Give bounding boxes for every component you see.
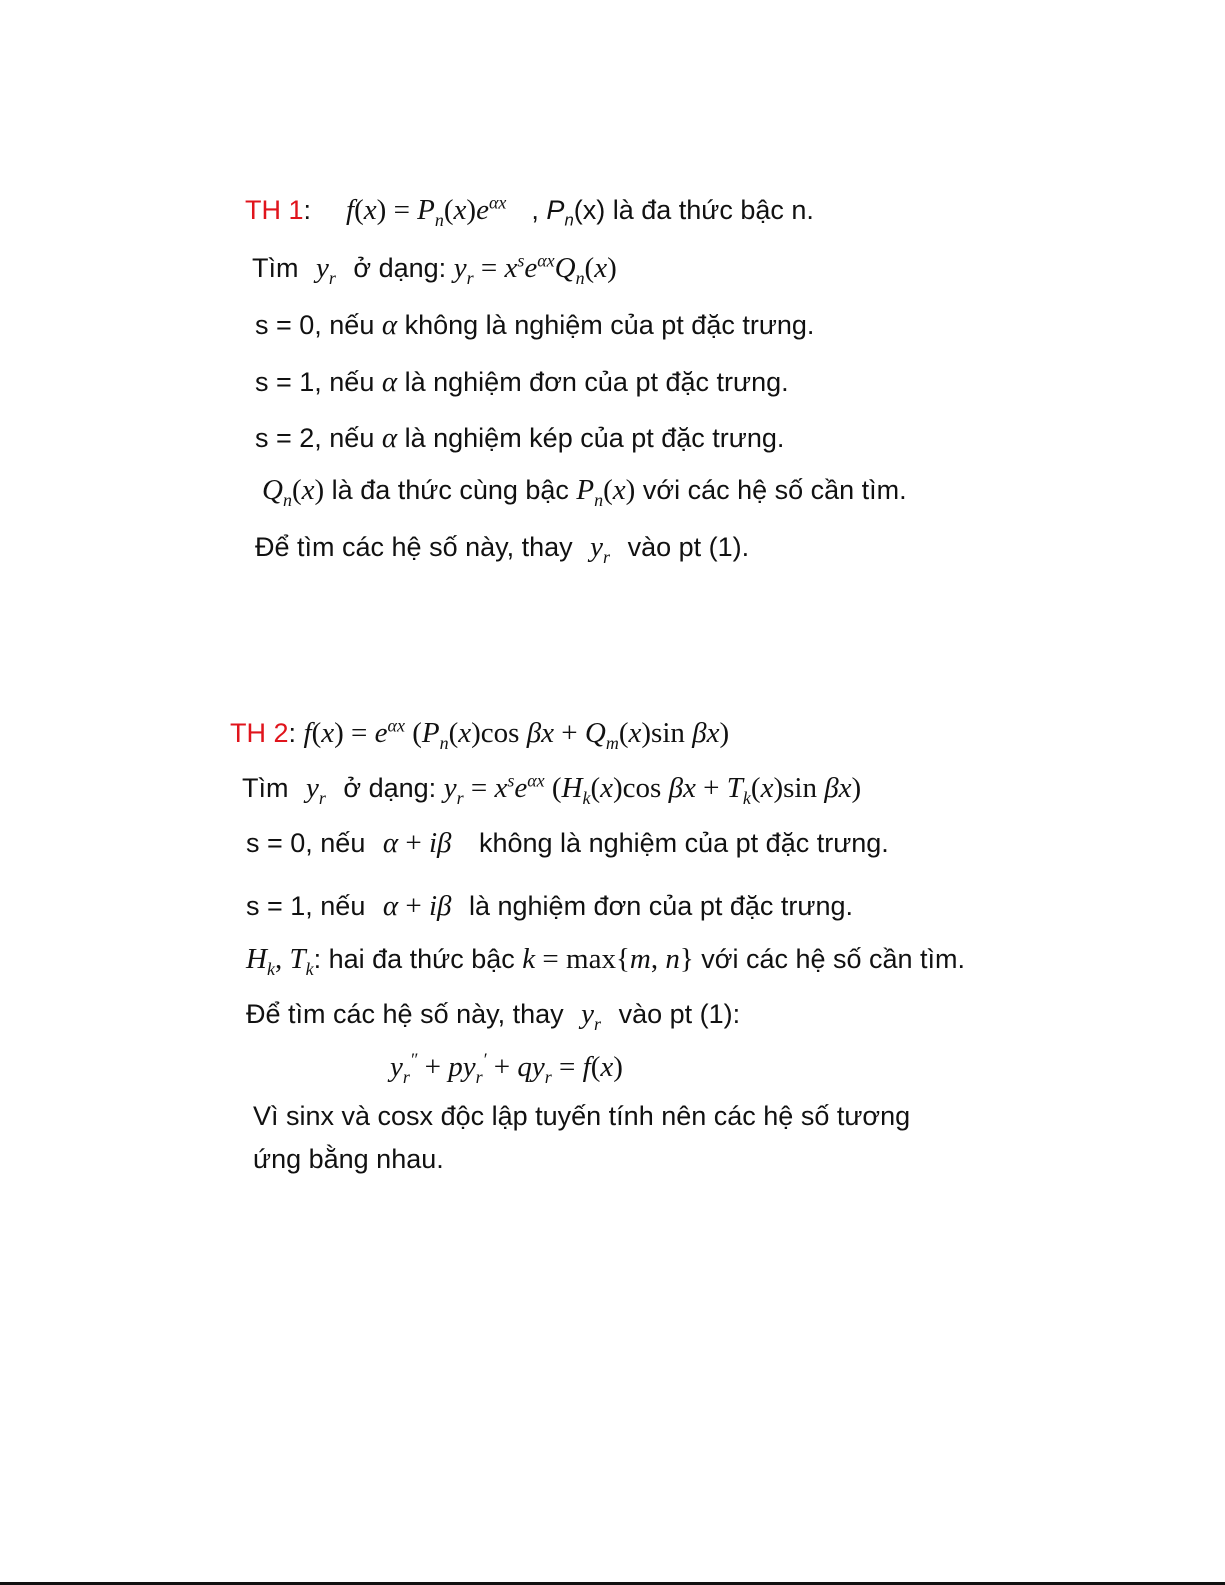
th1-heading: TH 1: $f(x) = P_n(x)e^{\alpha x}$ , $P_n(x)$ là đa thức bậc n.: [245, 192, 814, 230]
th1-q-line: $Q_n(x)$ là đa thức cùng bậc $P_n(x)$ với các hệ số cần tìm.: [262, 474, 907, 510]
th2-find-line: Tìm $y_r$ ở dạng: $y_r = x^se^{\alpha x}$ ($H_k(x)\cos$ $\beta x + T_k(x)\sin$ βx): [242, 770, 862, 808]
th1-q-suffix: với các hệ số cần tìm.: [642, 475, 907, 505]
th1-find-formula: $y_r$: [453, 252, 474, 288]
th1-find-line: Tìm $y_r$ ở dạng: $y_r = x^se^{\alpha x}Q_n(x)$: [252, 250, 617, 288]
th1-pn-text: (x) là đa thức bậc n.: [573, 195, 814, 225]
th2-note-line2: ứng bằng nhau.: [253, 1144, 444, 1174]
th2-s1-prefix: s = 1, nếu: [246, 891, 366, 921]
th2-hk-suffix: với các hệ số cần tìm.: [701, 944, 966, 974]
th1-find-middle: ở dạng:: [353, 253, 447, 283]
th1-formula: f: [346, 194, 355, 226]
th2-find-middle: ở dạng:: [343, 773, 437, 803]
th2-s0-suffix: không là nghiệm của pt đặc trưng.: [478, 828, 889, 858]
th2-hk-middle: : hai đa thức bậc: [313, 944, 515, 974]
th2-s1-line: s = 1, nếu α + iβ là nghiệm đơn của pt đặc trưng.: [246, 890, 853, 922]
th2-coef-suffix: vào pt (1):: [618, 999, 741, 1029]
th1-pn: P: [546, 195, 565, 225]
th2-label: TH 2: [230, 718, 289, 748]
th2-find-prefix: Tìm: [242, 773, 289, 803]
th2-s0-line: s = 0, nếu α + iβ không là nghiệm của pt đặc trưng.: [246, 827, 889, 859]
th2-hk-line: $H_k$, $T_k$: hai đa thức bậc k = max{m, n} với các hệ số cần tìm.: [246, 943, 966, 979]
th1-s2-line: s = 2, nếu α là nghiệm kép của pt đặc trưng.: [255, 422, 785, 454]
th1-s2-suffix: là nghiệm kép của pt đặc trưng.: [404, 423, 785, 453]
th2-heading: TH 2: $f(x) = e^{\alpha x}$ ($P_n(x)\cos$ $\beta x + Q_m(x)\sin$ βx): [230, 715, 730, 753]
th2-equation: $y_r'' + py_r' + qy_r = f(x)$: [390, 1049, 623, 1087]
th1-coef-prefix: Để tìm các hệ số này, thay: [255, 532, 573, 562]
th1-s2-prefix: s = 2, nếu: [255, 423, 375, 453]
th1-s1-prefix: s = 1, nếu: [255, 367, 375, 397]
th2-coef-prefix: Để tìm các hệ số này, thay: [246, 999, 564, 1029]
th2-find-formula: $y_r$: [443, 772, 464, 808]
th1-coef-suffix: vào pt (1).: [627, 532, 750, 562]
th1-pn-sub: n: [564, 210, 574, 230]
th2-coef-line: Để tìm các hệ số này, thay $y_r$ vào pt (1):: [246, 998, 741, 1034]
th1-s1-suffix: là nghiệm đơn của pt đặc trưng.: [404, 367, 789, 397]
th2-s1-suffix: là nghiệm đơn của pt đặc trưng.: [468, 891, 853, 921]
th1-s0-line: s = 0, nếu α không là nghiệm của pt đặc trưng.: [255, 309, 815, 341]
th1-q-middle: là đa thức cùng bậc: [331, 475, 569, 505]
th1-s0-suffix: không là nghiệm của pt đặc trưng.: [404, 310, 815, 340]
th2-note-line1: Vì sinx và cosx độc lập tuyến tính nên các hệ số tương: [253, 1101, 911, 1131]
th1-s0-prefix: s = 0, nếu: [255, 310, 375, 340]
th2-s0-prefix: s = 0, nếu: [246, 828, 366, 858]
th1-coef-line: Để tìm các hệ số này, thay $y_r$ vào pt (1).: [255, 531, 750, 567]
th2-formula: f: [303, 717, 312, 749]
th1-label: TH 1: [245, 195, 304, 225]
th1-find-prefix: Tìm: [252, 253, 299, 283]
th1-s1-line: s = 1, nếu α là nghiệm đơn của pt đặc trưng.: [255, 366, 789, 398]
